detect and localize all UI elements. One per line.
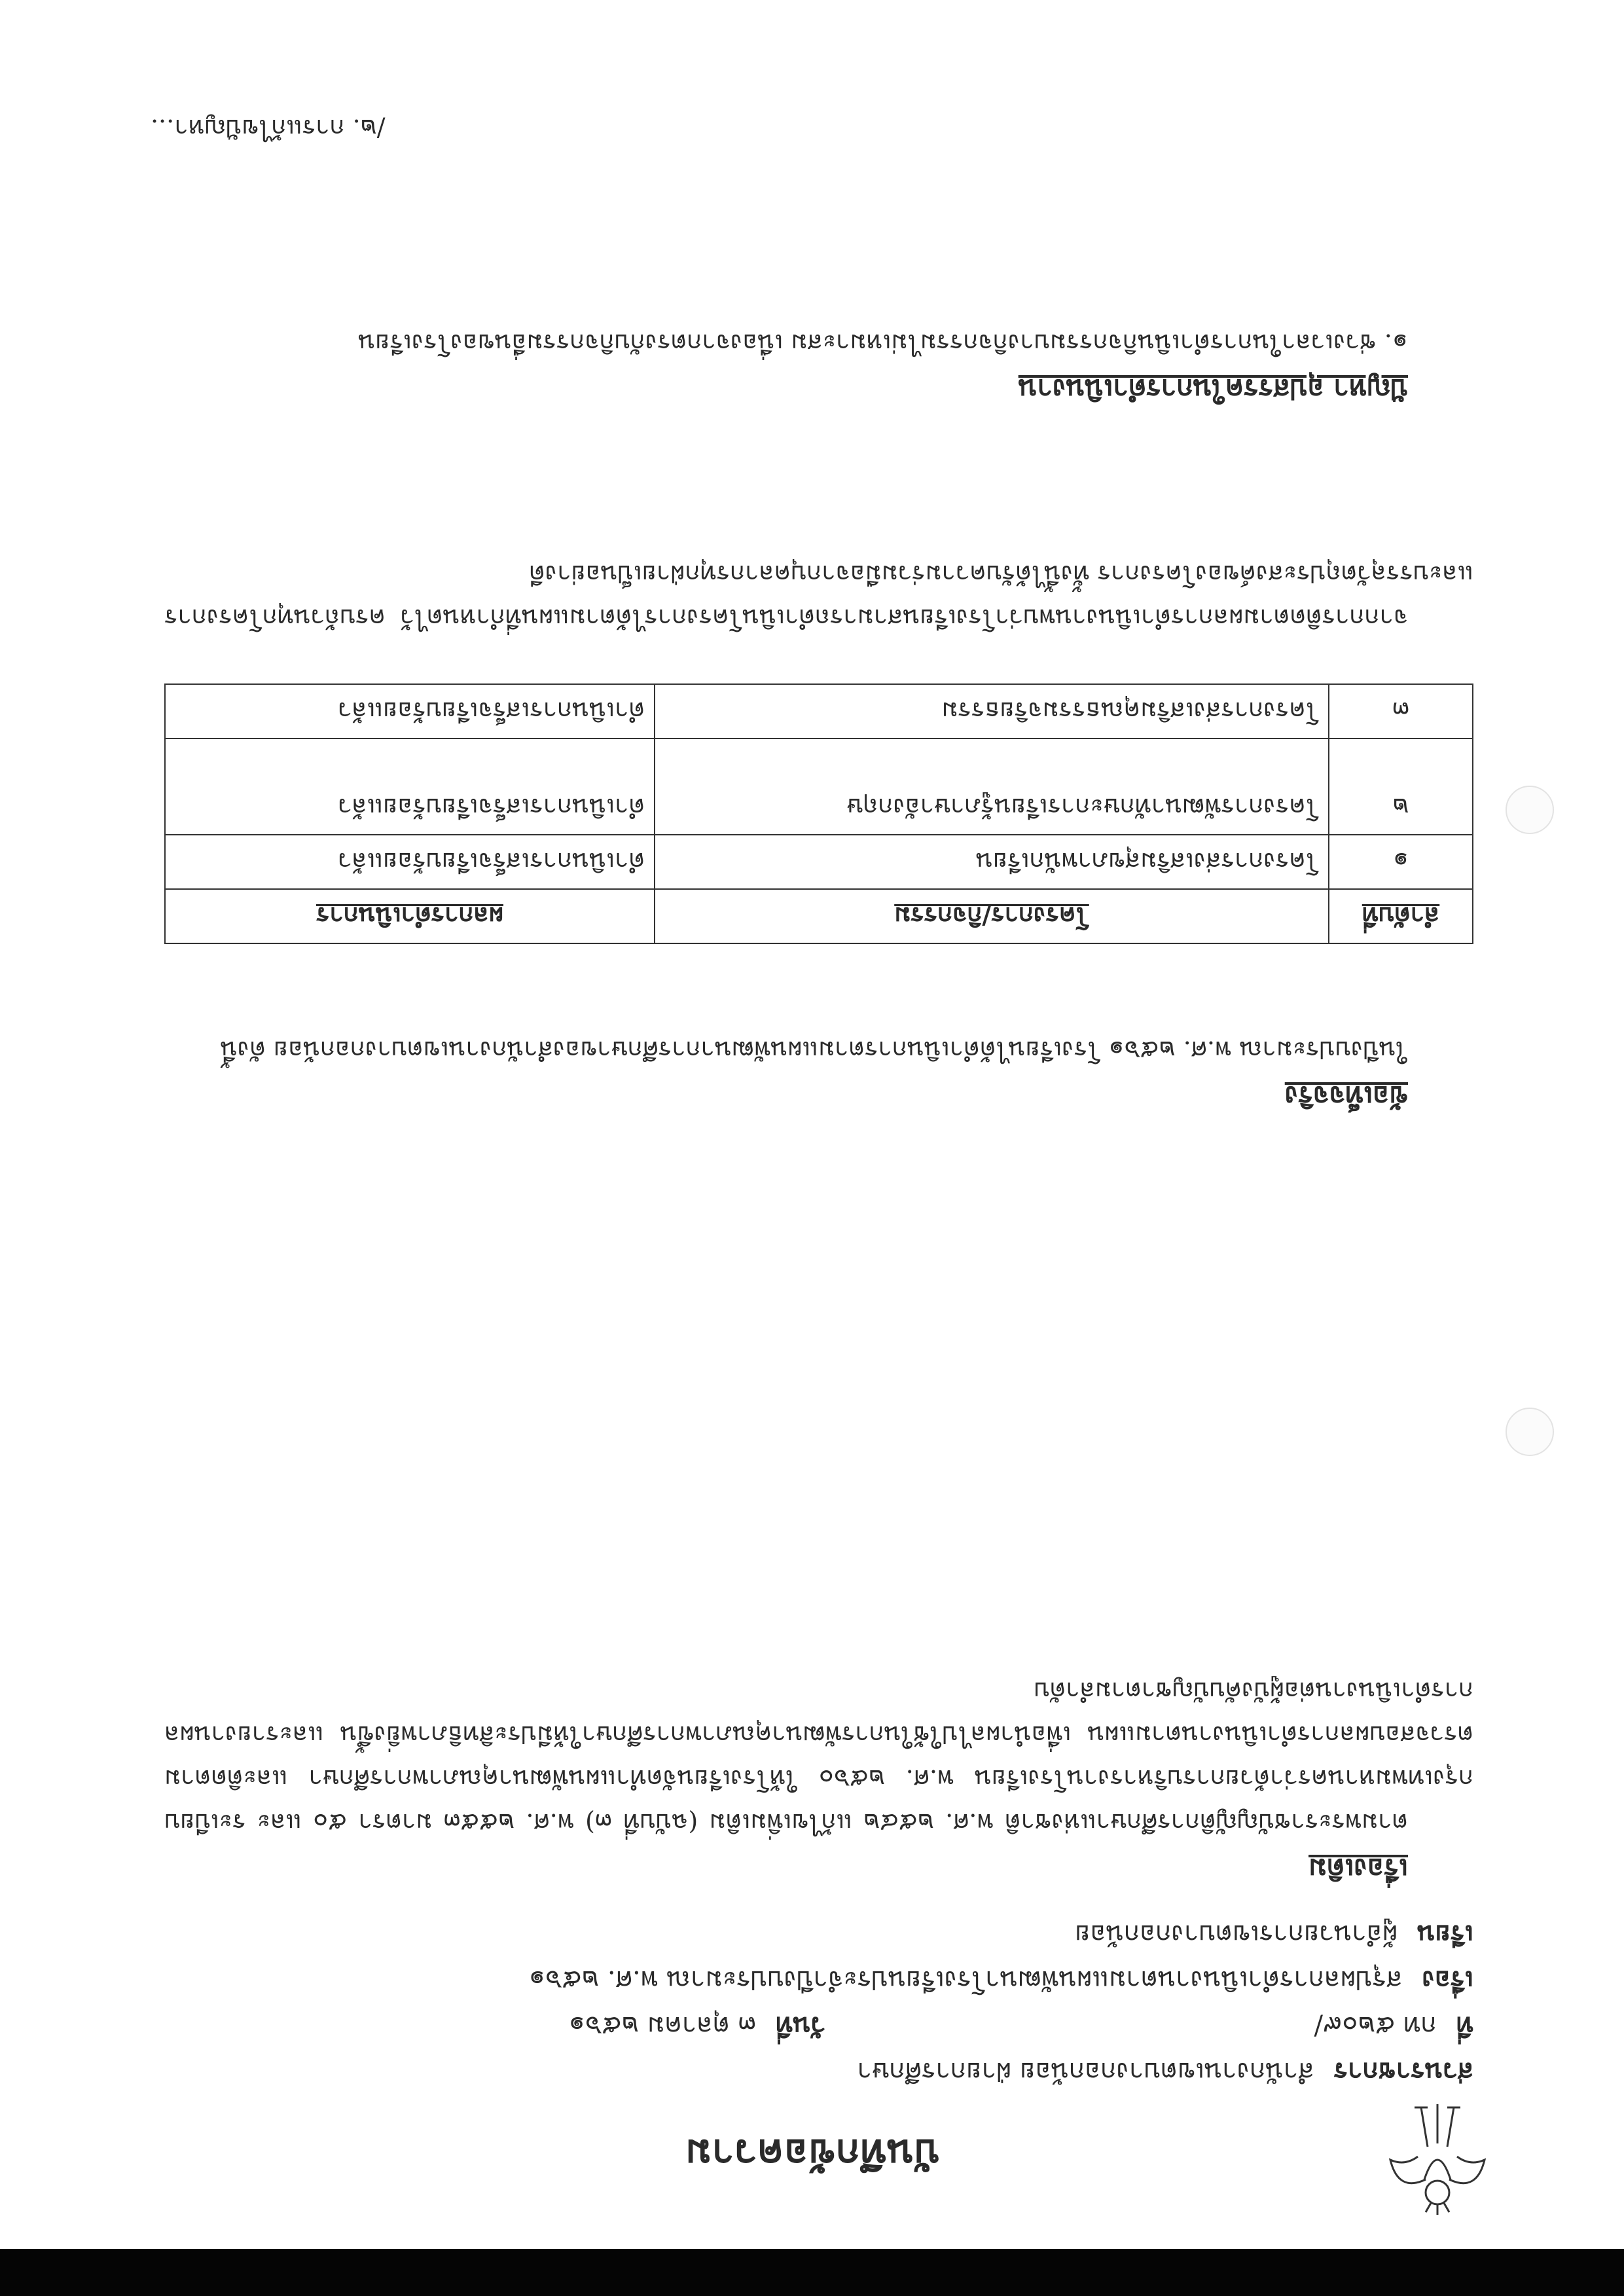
table-cell: ดำเนินการเสร็จเรียบร้อยแล้ว — [165, 835, 655, 889]
table-cell: โครงการพัฒนาทักษะการเรียนรู้ภาษาอังกฤษ — [655, 738, 1329, 835]
table-cell: ๑ — [1329, 835, 1473, 889]
table-cell: โครงการส่งเสริมสุขภาพนักเรียน — [655, 835, 1329, 889]
subject-label: เรื่อง — [1422, 1965, 1473, 1995]
to-label: เรียน — [1417, 1919, 1473, 1950]
agency-value: สำนักงานเขตบางกอกน้อย ฝ่ายการศึกษา — [857, 2056, 1314, 2086]
to-value: ผู้อำนวยการเขตบางกอกน้อย — [1075, 1919, 1398, 1949]
background-paragraph: ตามพระราชบัญญัติการศึกษาแห่งชาติ พ.ศ. ๒๕๔๒ แก้ไขเพิ่มเติม (ฉบับที่ ๓) พ.ศ. ๒๕๕๓ มาตรา ๕๐ และ ระเบียบกรุงเทพมหานครว่าด้วยการบริหารงานโรงเรียน พ.ศ. ๒๕๖๐ ให้โรงเรียนจัดทำแผนพัฒนาคุณภาพการศึกษา และติดตามตรวจสอบผลการดำเนินงานตามแผน เพื่อนำผลไปใช้ในการพัฒนาคุณภาพการศึกษาให้มีประสิทธิภาพยิ่งขึ้น และรายงานผลการดำเนินงานต่อผู้บังคับบัญชาตามลำดับ — [164, 1677, 1473, 1837]
background-heading: เรื่องเดิม — [1308, 1853, 1408, 1885]
table-cell: ๓ — [1329, 684, 1473, 738]
punch-hole — [1506, 1408, 1554, 1456]
facts-heading: ข้อเท็จจริง — [1284, 1080, 1408, 1112]
date-value: ๓ ตุลาคม ๒๕๖๑ — [568, 2011, 756, 2041]
problems-heading: ปัญหา อุปสรรคในการดำเนินงาน — [1018, 373, 1408, 405]
table-row — [165, 738, 1473, 835]
problems-paragraph: ๑. ช่วงเวลาในการดำเนินกิจกรรมบางกิจกรรมไม่เหมาะสม เนื่องจากตรงกับกิจกรรมอื่นของโรงเรียน — [358, 329, 1408, 357]
to-line — [1075, 1914, 1473, 1956]
results-table — [164, 683, 1473, 944]
col-order-header: ลำดับที่ — [1329, 889, 1473, 943]
ref-label: ที่ — [1456, 2011, 1473, 2041]
analysis-paragraph: จากการติดตามผลการดำเนินงานพบว่าโรงเรียนสามารถดำเนินโครงการได้ตามแผนที่กำหนดไว้ ครบถ้วนทุกโครงการ และบรรลุวัตถุประสงค์ของโครงการ ทั้งนี้ได้รับความร่วมมือจากบุคลากรทุกฝ่ายเป็นอย่างดี — [164, 560, 1473, 632]
agency-line — [857, 2051, 1473, 2093]
table-cell: ดำเนินการเสร็จเรียบร้อยแล้ว — [165, 738, 655, 835]
table-cell: โครงการส่งเสริมคุณธรรมจริยธรรม — [655, 684, 1329, 738]
subject-value: สรุปผลการดำเนินงานตามแผนพัฒนาโรงเรียนประจำปีงบประมาณ พ.ศ. ๒๕๖๑ — [528, 1965, 1403, 1995]
memo-title: บันทึกข้อความ — [684, 2130, 940, 2176]
continued-marker: /๒. การแก้ไขปัญหา... — [151, 114, 386, 143]
subject-line — [529, 1959, 1473, 2001]
scan-edge-bar — [0, 2249, 1624, 2296]
col-project-header: โครงการ/กิจกรรม — [655, 889, 1329, 943]
ref-no: กท ๕๒๐๙/ — [1314, 2011, 1437, 2041]
table-cell: ดำเนินการเสร็จเรียบร้อยแล้ว — [165, 684, 655, 738]
reference-line — [1314, 2005, 1473, 2047]
date-line — [569, 2005, 825, 2047]
table-header-row — [165, 889, 1473, 943]
punch-hole — [1506, 786, 1554, 834]
col-result-header: ผลการดำเนินการ — [165, 889, 655, 943]
table-row — [165, 684, 1473, 738]
agency-label: ส่วนราชการ — [1333, 2056, 1473, 2087]
facts-paragraph: ในปีงบประมาณ พ.ศ. ๒๕๖๑ โรงเรียนได้ดำเนินการตามแผนพัฒนาการศึกษาของสำนักงานเขตบางกอกน้อย ดังนี้ — [220, 1036, 1408, 1065]
date-label: วันที่ — [775, 2011, 825, 2041]
table-row — [165, 835, 1473, 889]
table-cell: ๒ — [1329, 738, 1473, 835]
